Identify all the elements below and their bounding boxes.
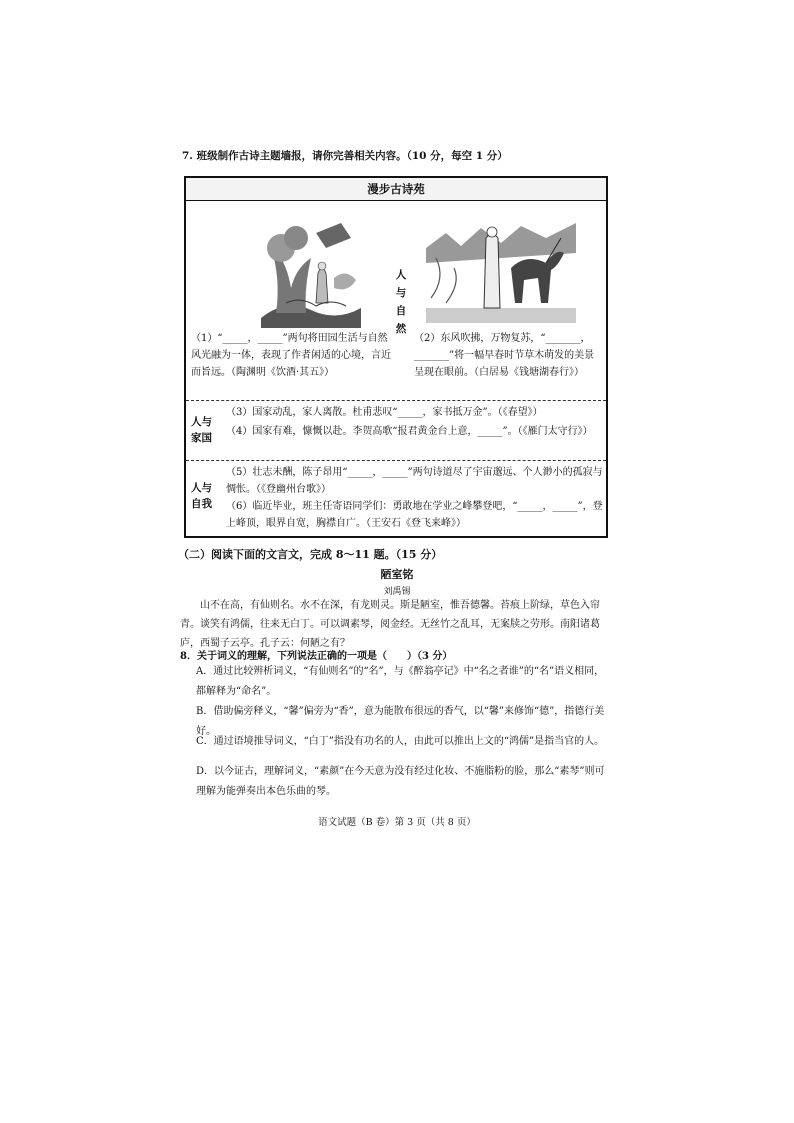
passage-title: 陋室铭 [380, 568, 414, 581]
question-8-stem: 8．关于词义的理解，下列说法正确的一项是（ ）（3 分） [180, 651, 453, 662]
item-1: （1）“_____，_____”两句将田园生活与自然风光融为一体，表现了作者闲适的心境，言近而旨远。（陶渊明《饮酒·其五》） [191, 333, 391, 378]
item-6: （6）临近毕业，班主任寄语同学们：勇敢地在学业之峰攀登吧，“_____，_____”，登上峰顶，眼界自宽，胸襟自广。（王安石《登飞来峰》） [226, 501, 603, 529]
label-nature-char: 人 [395, 269, 407, 281]
pastoral-illustration [256, 218, 366, 328]
option-a: A．通过比较辨析词义，“有仙则名”的“名”，与《醉翁亭记》中“名之者谁”的“名”语义相同，都解释为“命名”。 [196, 666, 605, 697]
section-divider [186, 460, 606, 461]
item-4: （4）国家有难，慷慨以赴。李贺高歌“报君黄金台上意，_____”。（《雁门太守行》） [226, 426, 593, 437]
passage-author: 刘禹锡 [383, 587, 411, 597]
item-5: （5）壮志未酬，陈子昂用“_____，_____”两句诗道尽了宇宙邈远、个人渺小的孤寂与惆怅。（《登幽州台歌》） [226, 467, 603, 495]
board-title: 漫步古诗苑 [186, 178, 606, 201]
option-d: D．以今证古，理解词义，“素颜”在今天意为没有经过化妆、不施脂粉的脸，那么“素琴”则可理解为能弹奏出本色乐曲的琴。 [196, 766, 605, 797]
option-c: C．通过语境推导词义，“白丁”指没有功名的人，由此可以推出上文的“鸿儒”是指当官的人。 [196, 736, 605, 747]
label-nature [394, 266, 408, 338]
label-self: 人与自我 [191, 482, 212, 510]
horse-rider-illustration [426, 208, 576, 323]
question-7-heading: 7. 班级制作古诗主题墙报，请你完善相关内容。（10 分，每空 1 分） [182, 150, 508, 162]
option-b: B．借助偏旁释义，“馨”偏旁为“香”，意为能散布很远的香气，以“馨”来修饰“德”，指德行美好。 [196, 706, 605, 737]
item-3: （3）国家动乱，家人离散。杜甫悲叹“_____，家书抵万金”。（《春望》） [226, 407, 543, 418]
label-nature-char: 与 [395, 287, 407, 299]
section-2-heading: （二）阅读下面的文言文，完成 8～11 题。（15 分） [178, 548, 443, 561]
label-nature-char: 然 [395, 323, 407, 335]
item-2: （2）东风吹拂，万物复苏，“_______，_______”将一幅早春时节草木萌发的美景呈现在眼前。（白居易《钱塘湖春行》） [414, 333, 595, 378]
section-divider [186, 400, 606, 401]
label-nature-char: 自 [395, 305, 407, 317]
page-footer: 语文试题（B 卷）第 3 页（共 8 页） [318, 817, 476, 828]
poster-board [184, 176, 608, 538]
label-country: 人与家国 [191, 416, 212, 444]
passage-body: 山不在高，有仙则名。水不在深，有龙则灵。斯是陋室，惟吾德馨。苔痕上阶绿，草色入帘青。谈笑有鸿儒，往来无白丁。可以调素琴，阅金经。无丝竹之乱耳，无案牍之劳形。南阳诸葛庐，西蜀子云亭。孔子云：何陋之有？ [180, 600, 600, 649]
